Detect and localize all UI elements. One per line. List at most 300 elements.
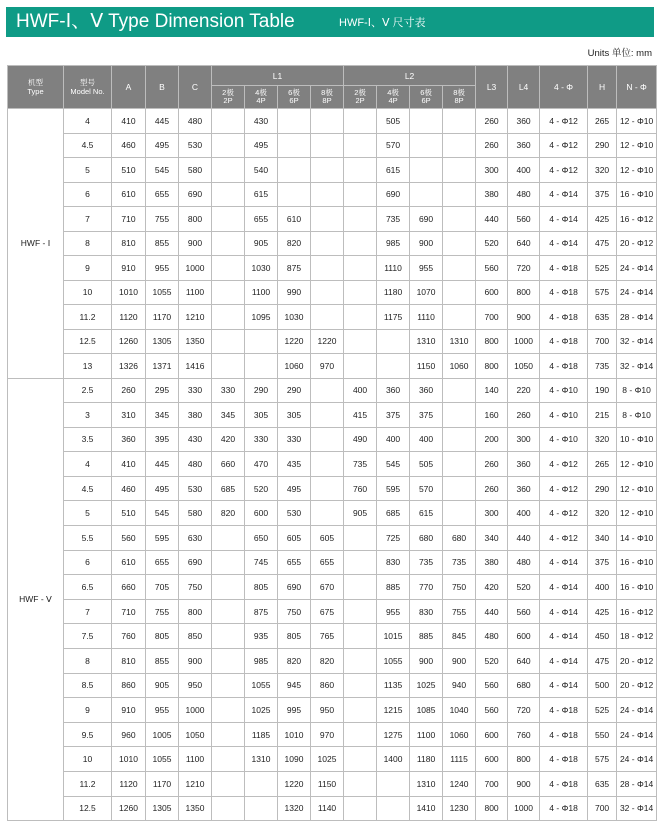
table-cell: 1090 xyxy=(278,747,311,772)
table-cell: 12 - Φ10 xyxy=(617,158,657,183)
table-cell: 510 xyxy=(112,158,146,183)
table-cell: 560 xyxy=(476,698,508,723)
table-cell: 360 xyxy=(112,427,146,452)
table-cell: 1015 xyxy=(377,624,410,649)
table-cell xyxy=(344,747,377,772)
table-cell: 805 xyxy=(278,624,311,649)
table-cell xyxy=(245,772,278,797)
table-cell: 855 xyxy=(146,231,179,256)
table-cell: 600 xyxy=(476,722,508,747)
table-cell: 945 xyxy=(278,673,311,698)
table-cell: 1000 xyxy=(179,698,212,723)
table-cell: 1240 xyxy=(443,772,476,797)
table-cell: 12 - Φ10 xyxy=(617,476,657,501)
table-cell: 360 xyxy=(508,133,540,158)
table-cell: 885 xyxy=(377,575,410,600)
table-cell: 445 xyxy=(146,452,179,477)
table-cell xyxy=(443,403,476,428)
table-cell xyxy=(443,256,476,281)
table-row xyxy=(8,109,657,134)
table-cell: 680 xyxy=(508,673,540,698)
table-cell xyxy=(344,796,377,821)
table-cell: 690 xyxy=(278,575,311,600)
table-cell: 1010 xyxy=(112,747,146,772)
table-cell: 4 - Φ14 xyxy=(540,550,588,575)
table-cell: 4 - Φ18 xyxy=(540,329,588,354)
table-cell: 480 xyxy=(179,452,212,477)
table-cell xyxy=(245,329,278,354)
table-cell: 1005 xyxy=(146,722,179,747)
table-cell: 1100 xyxy=(179,280,212,305)
table-cell: 800 xyxy=(476,329,508,354)
table-cell: 480 xyxy=(508,182,540,207)
table-cell xyxy=(212,280,245,305)
table-cell: 330 xyxy=(278,427,311,452)
table-cell: 800 xyxy=(179,599,212,624)
header-l4: L4 xyxy=(508,66,540,109)
table-cell xyxy=(212,133,245,158)
table-row xyxy=(8,158,657,183)
table-cell: 11.2 xyxy=(64,305,112,330)
table-cell xyxy=(443,133,476,158)
table-cell: 290 xyxy=(278,378,311,403)
table-cell: 700 xyxy=(476,305,508,330)
table-cell: 955 xyxy=(146,698,179,723)
table-cell: 16 - Φ12 xyxy=(617,599,657,624)
table-cell: 360 xyxy=(410,378,443,403)
table-cell: 610 xyxy=(112,550,146,575)
table-cell: 655 xyxy=(311,550,344,575)
table-cell: 1050 xyxy=(508,354,540,379)
table-cell: 265 xyxy=(588,109,617,134)
table-cell xyxy=(278,109,311,134)
table-cell: 340 xyxy=(476,526,508,551)
table-cell: 375 xyxy=(588,182,617,207)
table-cell xyxy=(344,673,377,698)
table-cell: 6.5 xyxy=(64,575,112,600)
table-cell: 640 xyxy=(508,231,540,256)
table-cell: 800 xyxy=(476,796,508,821)
table-cell: 445 xyxy=(146,109,179,134)
table-cell: 955 xyxy=(410,256,443,281)
table-cell: 850 xyxy=(179,624,212,649)
table-cell: 570 xyxy=(377,133,410,158)
table-cell: 320 xyxy=(588,158,617,183)
table-cell: 4 - Φ14 xyxy=(540,599,588,624)
table-row xyxy=(8,256,657,281)
table-cell: 615 xyxy=(377,158,410,183)
table-cell: 395 xyxy=(146,427,179,452)
table-cell: 675 xyxy=(311,599,344,624)
table-cell: 7 xyxy=(64,207,112,232)
table-cell: 1030 xyxy=(245,256,278,281)
table-cell: 845 xyxy=(443,624,476,649)
table-cell: 680 xyxy=(410,526,443,551)
table-cell: 690 xyxy=(179,550,212,575)
table-cell: 985 xyxy=(377,231,410,256)
table-row xyxy=(8,550,657,575)
table-cell xyxy=(344,158,377,183)
table-cell: 1120 xyxy=(112,305,146,330)
table-cell: 575 xyxy=(588,280,617,305)
units-label: Units 单位: mm xyxy=(587,48,652,59)
table-cell: 860 xyxy=(311,673,344,698)
table-cell: 1275 xyxy=(377,722,410,747)
table-cell: 1326 xyxy=(112,354,146,379)
table-cell xyxy=(443,182,476,207)
table-cell: 520 xyxy=(476,231,508,256)
table-cell: 3.5 xyxy=(64,427,112,452)
table-row xyxy=(8,673,657,698)
table-cell: 4 - Φ12 xyxy=(540,476,588,501)
table-cell: 140 xyxy=(476,378,508,403)
table-cell: 1000 xyxy=(508,796,540,821)
table-cell: 12 - Φ10 xyxy=(617,109,657,134)
table-cell xyxy=(212,550,245,575)
table-cell: 330 xyxy=(245,427,278,452)
table-row xyxy=(8,772,657,797)
table-cell: 805 xyxy=(146,624,179,649)
table-cell xyxy=(344,305,377,330)
table-cell: 4 - Φ18 xyxy=(540,256,588,281)
table-cell: 900 xyxy=(508,305,540,330)
table-cell: 300 xyxy=(508,427,540,452)
table-cell xyxy=(212,329,245,354)
table-cell: 1060 xyxy=(278,354,311,379)
table-cell: 655 xyxy=(245,207,278,232)
table-cell: 5 xyxy=(64,158,112,183)
table-cell: 1070 xyxy=(410,280,443,305)
table-cell: 12 - Φ10 xyxy=(617,452,657,477)
table-cell: 260 xyxy=(476,452,508,477)
table-cell: 545 xyxy=(146,501,179,526)
table-cell: 575 xyxy=(588,747,617,772)
table-cell: 380 xyxy=(476,182,508,207)
table-cell: 600 xyxy=(476,280,508,305)
table-cell: 605 xyxy=(311,526,344,551)
table-cell: 215 xyxy=(588,403,617,428)
table-cell: 630 xyxy=(179,526,212,551)
table-cell: 1150 xyxy=(410,354,443,379)
table-cell: 1180 xyxy=(410,747,443,772)
table-cell: 300 xyxy=(476,501,508,526)
table-cell: 500 xyxy=(588,673,617,698)
table-cell: 9.5 xyxy=(64,722,112,747)
table-cell xyxy=(212,256,245,281)
table-cell: 4 - Φ14 xyxy=(540,624,588,649)
table-cell: 1310 xyxy=(410,329,443,354)
table-cell: 1050 xyxy=(179,722,212,747)
table-cell: 1060 xyxy=(443,354,476,379)
table-cell: 400 xyxy=(344,378,377,403)
table-cell: 580 xyxy=(179,501,212,526)
table-cell: 995 xyxy=(278,698,311,723)
table-cell: 580 xyxy=(179,158,212,183)
table-cell: 4 - Φ14 xyxy=(540,649,588,674)
table-row xyxy=(8,231,657,256)
table-row xyxy=(8,427,657,452)
table-cell: 610 xyxy=(278,207,311,232)
table-cell: 425 xyxy=(588,207,617,232)
table-cell xyxy=(344,231,377,256)
table-cell xyxy=(212,796,245,821)
table-cell: 1100 xyxy=(410,722,443,747)
table-cell: 400 xyxy=(508,158,540,183)
table-cell: 600 xyxy=(245,501,278,526)
table-cell: 615 xyxy=(245,182,278,207)
table-cell: 690 xyxy=(179,182,212,207)
table-cell: 765 xyxy=(311,624,344,649)
table-cell: 810 xyxy=(112,231,146,256)
table-cell xyxy=(443,158,476,183)
table-cell: 400 xyxy=(588,575,617,600)
table-row xyxy=(8,599,657,624)
table-cell: 710 xyxy=(112,207,146,232)
table-cell: 495 xyxy=(245,133,278,158)
table-cell: 260 xyxy=(476,109,508,134)
table-cell: 8 xyxy=(64,649,112,674)
table-cell xyxy=(311,452,344,477)
table-cell: 1170 xyxy=(146,772,179,797)
table-cell: 900 xyxy=(508,772,540,797)
table-cell: 360 xyxy=(508,452,540,477)
table-cell: 20 - Φ12 xyxy=(617,231,657,256)
table-cell: 600 xyxy=(476,747,508,772)
table-cell: 1350 xyxy=(179,329,212,354)
table-cell: 16 - Φ12 xyxy=(617,207,657,232)
table-row xyxy=(8,722,657,747)
table-cell: 220 xyxy=(508,378,540,403)
table-cell: 690 xyxy=(377,182,410,207)
table-cell xyxy=(443,378,476,403)
table-cell: 1150 xyxy=(311,772,344,797)
header-h: H xyxy=(588,66,617,109)
table-cell: 605 xyxy=(278,526,311,551)
table-cell xyxy=(212,772,245,797)
table-cell: 8 xyxy=(64,231,112,256)
type-cell: HWF - Ⅴ xyxy=(8,378,64,821)
table-cell: 1220 xyxy=(311,329,344,354)
table-cell xyxy=(344,182,377,207)
table-cell: 1110 xyxy=(377,256,410,281)
table-cell xyxy=(443,207,476,232)
table-cell xyxy=(311,109,344,134)
table-cell xyxy=(344,599,377,624)
table-cell: 9 xyxy=(64,698,112,723)
table-cell: 260 xyxy=(476,133,508,158)
table-cell: 24 - Φ14 xyxy=(617,256,657,281)
table-cell xyxy=(344,575,377,600)
table-cell: 1210 xyxy=(179,305,212,330)
table-cell: 660 xyxy=(212,452,245,477)
table-cell: 12 - Φ10 xyxy=(617,133,657,158)
table-cell: 1100 xyxy=(245,280,278,305)
table-cell: 24 - Φ14 xyxy=(617,698,657,723)
table-cell: 510 xyxy=(112,501,146,526)
table-cell: 735 xyxy=(588,354,617,379)
table-cell: 8 - Φ10 xyxy=(617,403,657,428)
table-cell: 905 xyxy=(344,501,377,526)
table-cell: 720 xyxy=(508,256,540,281)
table-cell xyxy=(410,109,443,134)
table-cell: 1055 xyxy=(377,649,410,674)
table-cell: 345 xyxy=(146,403,179,428)
table-row xyxy=(8,501,657,526)
table-cell xyxy=(245,354,278,379)
table-cell: 4 - Φ18 xyxy=(540,698,588,723)
table-cell: 900 xyxy=(443,649,476,674)
table-cell: 4 - Φ14 xyxy=(540,207,588,232)
table-cell xyxy=(245,796,278,821)
header-l1-2p: 2极 2P xyxy=(212,86,245,109)
table-cell: 1055 xyxy=(245,673,278,698)
table-cell: 450 xyxy=(588,624,617,649)
header-l2-8p: 8极 8P xyxy=(443,86,476,109)
table-row xyxy=(8,649,657,674)
table-cell xyxy=(377,354,410,379)
table-cell: 430 xyxy=(179,427,212,452)
table-cell xyxy=(344,133,377,158)
dimension-table xyxy=(7,65,657,821)
table-cell: 950 xyxy=(311,698,344,723)
table-cell: 655 xyxy=(146,550,179,575)
table-cell xyxy=(344,207,377,232)
table-cell: 1120 xyxy=(112,772,146,797)
table-cell xyxy=(311,280,344,305)
table-cell: 330 xyxy=(212,378,245,403)
table-cell: 610 xyxy=(112,182,146,207)
table-cell xyxy=(212,649,245,674)
table-cell: 660 xyxy=(112,575,146,600)
table-cell: 1220 xyxy=(278,772,311,797)
table-cell: 24 - Φ14 xyxy=(617,722,657,747)
table-cell xyxy=(212,158,245,183)
table-cell: 985 xyxy=(245,649,278,674)
table-cell: 940 xyxy=(443,673,476,698)
table-cell: 4 - Φ18 xyxy=(540,722,588,747)
table-cell xyxy=(278,182,311,207)
table-cell: 380 xyxy=(476,550,508,575)
table-cell: 260 xyxy=(112,378,146,403)
table-cell: 7.5 xyxy=(64,624,112,649)
table-cell: 750 xyxy=(443,575,476,600)
table-cell: 6 xyxy=(64,550,112,575)
table-cell: 1055 xyxy=(146,747,179,772)
table-cell: 1000 xyxy=(179,256,212,281)
table-cell: 530 xyxy=(278,501,311,526)
table-row xyxy=(8,452,657,477)
table-cell: 4 - Φ12 xyxy=(540,109,588,134)
table-cell: 10 xyxy=(64,747,112,772)
table-cell: 20 - Φ12 xyxy=(617,673,657,698)
table-cell: 1410 xyxy=(410,796,443,821)
table-cell: 200 xyxy=(476,427,508,452)
table-cell xyxy=(212,698,245,723)
table-cell: 5.5 xyxy=(64,526,112,551)
table-cell: 4 - Φ14 xyxy=(540,673,588,698)
table-cell: 4 - Φ10 xyxy=(540,403,588,428)
table-cell: 1000 xyxy=(508,329,540,354)
table-cell: 420 xyxy=(212,427,245,452)
table-cell: 290 xyxy=(588,476,617,501)
table-cell xyxy=(344,256,377,281)
table-cell: 360 xyxy=(508,476,540,501)
table-cell: 1025 xyxy=(245,698,278,723)
table-row xyxy=(8,207,657,232)
table-cell xyxy=(344,772,377,797)
table-cell: 1310 xyxy=(443,329,476,354)
table-cell: 1025 xyxy=(410,673,443,698)
table-cell: 545 xyxy=(146,158,179,183)
table-cell xyxy=(377,329,410,354)
table-cell: 810 xyxy=(112,649,146,674)
table-cell: 380 xyxy=(179,403,212,428)
header-type: 机型 Type xyxy=(8,66,64,109)
table-cell: 16 - Φ10 xyxy=(617,182,657,207)
table-cell: 10 - Φ10 xyxy=(617,427,657,452)
title-banner xyxy=(6,7,654,37)
table-cell: 650 xyxy=(245,526,278,551)
table-cell: 1140 xyxy=(311,796,344,821)
table-cell xyxy=(212,599,245,624)
table-body xyxy=(8,109,657,821)
table-cell: 410 xyxy=(112,452,146,477)
table-cell: 700 xyxy=(588,329,617,354)
table-cell: 470 xyxy=(245,452,278,477)
table-cell: 1371 xyxy=(146,354,179,379)
table-cell xyxy=(410,182,443,207)
table-cell: 685 xyxy=(212,476,245,501)
header-l2: L2 xyxy=(344,66,476,86)
table-cell xyxy=(443,476,476,501)
table-cell: 190 xyxy=(588,378,617,403)
table-cell: 910 xyxy=(112,698,146,723)
table-row xyxy=(8,624,657,649)
table-cell: 32 - Φ14 xyxy=(617,796,657,821)
table-cell: 360 xyxy=(508,109,540,134)
table-cell: 670 xyxy=(311,575,344,600)
table-cell: 290 xyxy=(245,378,278,403)
table-cell xyxy=(311,256,344,281)
table-cell xyxy=(344,280,377,305)
table-cell: 970 xyxy=(311,354,344,379)
table-cell: 12 - Φ10 xyxy=(617,501,657,526)
table-row xyxy=(8,133,657,158)
table-cell: 4 - Φ12 xyxy=(540,133,588,158)
table-cell: 1310 xyxy=(410,772,443,797)
table-cell: 800 xyxy=(476,354,508,379)
table-cell: 735 xyxy=(344,452,377,477)
table-cell xyxy=(212,231,245,256)
table-cell xyxy=(311,476,344,501)
table-cell: 4 - Φ14 xyxy=(540,231,588,256)
table-cell: 540 xyxy=(245,158,278,183)
table-cell: 760 xyxy=(508,722,540,747)
table-cell: 750 xyxy=(179,575,212,600)
table-cell: 290 xyxy=(588,133,617,158)
table-cell xyxy=(344,698,377,723)
table-cell: 800 xyxy=(179,207,212,232)
table-row xyxy=(8,378,657,403)
table-cell: 1350 xyxy=(179,796,212,821)
table-cell: 460 xyxy=(112,133,146,158)
table-cell xyxy=(311,427,344,452)
table-cell: 32 - Φ14 xyxy=(617,354,657,379)
table-cell: 28 - Φ14 xyxy=(617,772,657,797)
table-cell: 905 xyxy=(245,231,278,256)
table-cell: 260 xyxy=(476,476,508,501)
table-cell: 970 xyxy=(311,722,344,747)
